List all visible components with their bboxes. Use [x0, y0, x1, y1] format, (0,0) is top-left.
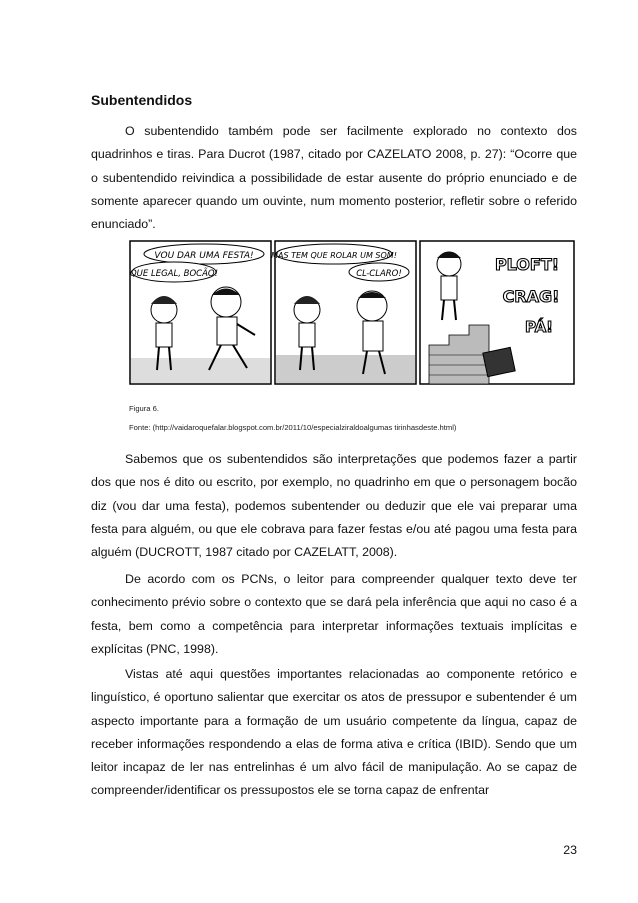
paragraph: Sabemos que os subentendidos são interpretações que podemos fazer a partir dos que nos é dito ou escrito, por exemplo, no quadrinho em que o personagem bocão diz (vou dar uma festa), podemos subentender ou deduzir que ele vai preparar uma festa para alguém, ou que ele cobrava para fazer festas e/ou até pagou uma festa para alguém (DUCROTT, 1987 citado por CAZELATT, 2008). — [91, 452, 577, 560]
comic-panel-2 — [271, 241, 416, 384]
figure-source: Fonte: (http://vaidaroquefalar.blogspot.com.br/2011/10/especialziraldoalgumas tirinhasdeste.html) — [129, 423, 457, 432]
comic-sfx: PLOFT! — [494, 255, 560, 274]
figure-label: Figura 6. — [129, 404, 159, 413]
comic-strip — [129, 240, 575, 385]
comic-panel-1 — [130, 241, 271, 384]
paragraph: O subentendido também pode ser facilmente explorado no contexto dos quadrinhos e tiras. Para Ducrot (1987, citado por CAZELATO 2008, p. 27): “Ocorre que o subentendido reivindica a possibilidade de estar ausente do próprio enunciado e de somente aparecer quando um ouvinte, num momento posterior, refletir sobre o referido enunciado”. — [91, 124, 577, 232]
comic-balloon: QUE LEGAL, BOCÃO! — [129, 269, 219, 279]
paragraph: Vistas até aqui questões importantes relacionadas ao componente retórico e linguístico, é oportuno salientar que exercitar os atos de pressupor e subentender é um aspecto importante para a formação de um usuário competente da língua, capaz de receber informações respondendo a elas de forma ativa e crítica (IBID). Sendo que um leitor incapaz de ler nas entrelinhas é um alvo fácil de manipulação. Ao se capaz de compreender/identificar os pressupostos ele se torna capaz de enfrentar — [91, 667, 577, 798]
comic-balloon: CL-CLARO! — [356, 269, 402, 279]
page-number: 23 — [563, 843, 577, 857]
comic-balloon: MAS TEM QUE ROLAR UM SOM! — [271, 251, 397, 260]
paragraph: De acordo com os PCNs, o leitor para compreender qualquer texto deve ter conhecimento prévio sobre o contexto que se dará pela inferência que aqui no caso é a festa, bem como a competência para interpretar informações textuais implícitas e explícitas (PNC, 1998). — [91, 572, 577, 656]
comic-panel-3 — [420, 241, 574, 384]
comic-sfx: PÁ! — [524, 318, 554, 336]
comic-sfx: CRAG! — [502, 287, 560, 306]
comic-balloon: VOU DAR UMA FESTA! — [154, 251, 254, 261]
section-heading: Subentendidos — [91, 92, 193, 108]
